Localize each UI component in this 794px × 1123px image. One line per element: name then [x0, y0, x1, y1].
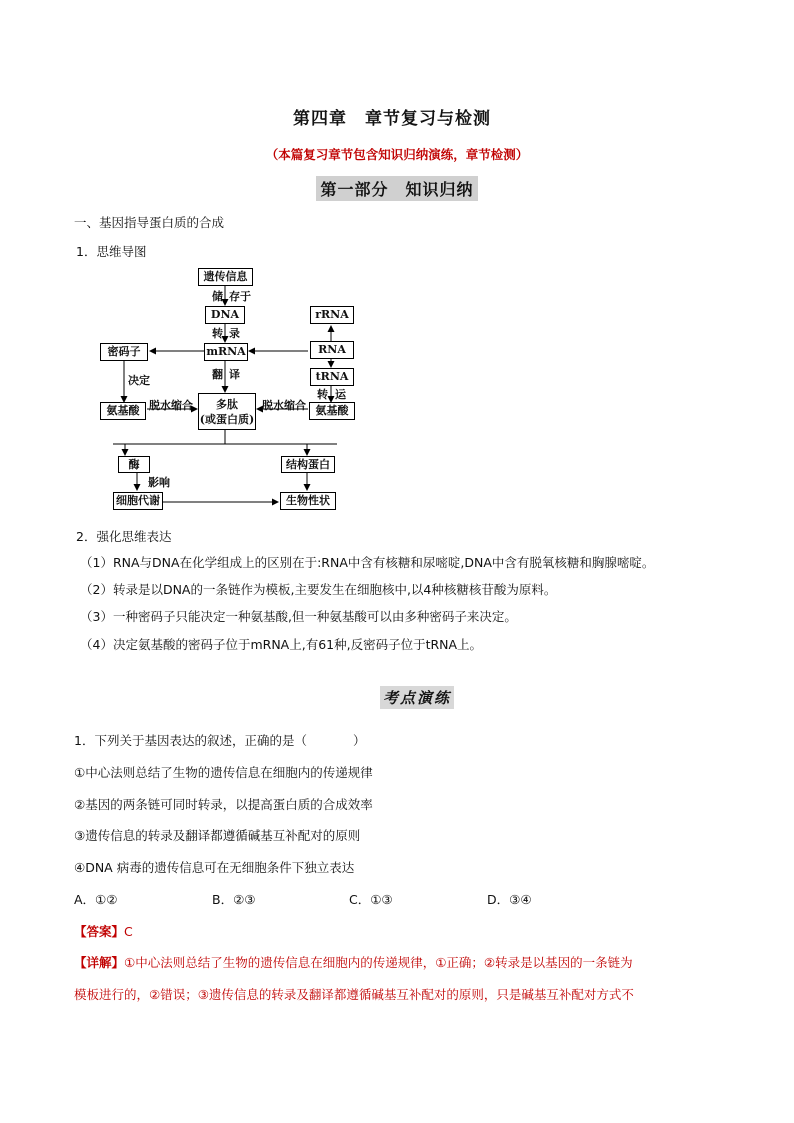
- box-jiegou-danbai: 结构蛋白: [281, 456, 335, 473]
- option-b: B．②③: [212, 892, 256, 907]
- label-zhuan-yun-1: 转: [317, 388, 328, 401]
- box-shengwu-xingzhuang: 生物性状: [280, 492, 336, 510]
- expression-heading: 2．强化思维表达: [76, 529, 172, 544]
- box-anjisuan-left: 氨基酸: [100, 402, 146, 420]
- box-rrna: rRNA: [310, 306, 354, 324]
- statement-1: ①中心法则总结了生物的遗传信息在细胞内的传递规律: [74, 765, 373, 780]
- label-zhuan: 转: [212, 327, 223, 340]
- kaodian-heading-wrap: [0, 686, 794, 709]
- statement-3: ③遗传信息的转录及翻译都遵循碱基互补配对的原则: [74, 828, 361, 843]
- point-4: （4）决定氨基酸的密码子位于mRNA上,有61种,反密码子位于tRNA上。: [80, 637, 483, 652]
- question-stem-text: 1．下列关于基因表达的叙述，正确的是（: [74, 733, 307, 748]
- point-3: （3）一种密码子只能决定一种氨基酸,但一种氨基酸可以由多种密码子来决定。: [80, 609, 517, 624]
- box-anjisuan-right: 氨基酸: [309, 402, 355, 420]
- box-xibao-daixie: 细胞代谢: [113, 492, 163, 510]
- detail-text-1: ①中心法则总结了生物的遗传信息在细胞内的传递规律，①正确；②转录是以基因的一条链为: [124, 955, 633, 970]
- detail-line-2: 模板进行的，②错误；③遗传信息的转录及翻译都遵循碱基互补配对的原则，只是碱基互补配对方式不: [74, 987, 634, 1002]
- box-duotai-line1: 多肽: [216, 398, 238, 411]
- label-yingxiang: 影响: [148, 476, 170, 489]
- answer-line: [74, 922, 133, 940]
- statement-4: ④DNA 病毒的遗传信息可在无细胞条件下独立表达: [74, 860, 355, 875]
- box-trna: tRNA: [310, 368, 354, 386]
- page-title: 第四章 章节复习与检测: [293, 109, 491, 129]
- answer-value: C: [124, 924, 133, 939]
- box-mei: 酶: [118, 456, 150, 473]
- point-1: （1）RNA与DNA在化学组成上的区别在于:RNA中含有核糖和尿嘧啶,DNA中含有脱氧核糖和胸腺嘧啶。: [80, 555, 655, 570]
- statement-2: ②基因的两条链可同时转录，以提高蛋白质的合成效率: [74, 797, 373, 812]
- box-duotai: [198, 393, 256, 430]
- label-cunyu: 存于: [229, 290, 251, 303]
- label-jueding: 决定: [128, 374, 150, 387]
- question-stem-close: ）: [352, 733, 366, 748]
- question-stem: [74, 731, 365, 749]
- part-heading: 第一部分 知识归纳: [316, 176, 477, 201]
- box-dna: DNA: [205, 306, 245, 324]
- answer-tag: 【答案】: [74, 924, 125, 939]
- box-duotai-line2: (或蛋白质): [199, 413, 255, 426]
- box-mimazi: 密码子: [100, 343, 148, 361]
- option-c: C．①③: [349, 892, 393, 907]
- option-a: A．①②: [74, 892, 118, 907]
- page-subtitle: （本篇复习章节包含知识归纳演练，章节检测）: [265, 147, 529, 162]
- point-2: （2）转录是以DNA的一条链作为模板,主要发生在细胞核中,以4种核糖核苷酸为原料。: [80, 582, 557, 597]
- section-heading: 一、基因指导蛋白质的合成: [74, 215, 225, 230]
- box-rna: RNA: [310, 341, 354, 359]
- part-heading-wrap: [0, 176, 794, 201]
- box-mrna: mRNA: [204, 343, 248, 361]
- kaodian-heading: 考点演练: [380, 686, 454, 709]
- mindmap-heading: 1．思维导图: [76, 244, 147, 259]
- label-zhuan-yun-2: 运: [335, 388, 346, 401]
- label-tuoshui-left: 脱水缩合: [149, 399, 193, 412]
- box-yichuan-xinxi: 遗传信息: [198, 268, 253, 286]
- label-lu: 录: [229, 327, 240, 340]
- label-chu: 储: [212, 290, 223, 303]
- label-fan: 翻: [212, 368, 223, 381]
- option-d: D．③④: [487, 892, 532, 907]
- label-yi: 译: [229, 368, 240, 381]
- detail-tag: 【详解】: [74, 955, 125, 970]
- label-tuoshui-right: 脱水缩合: [262, 399, 306, 412]
- detail-line-1: [74, 953, 633, 971]
